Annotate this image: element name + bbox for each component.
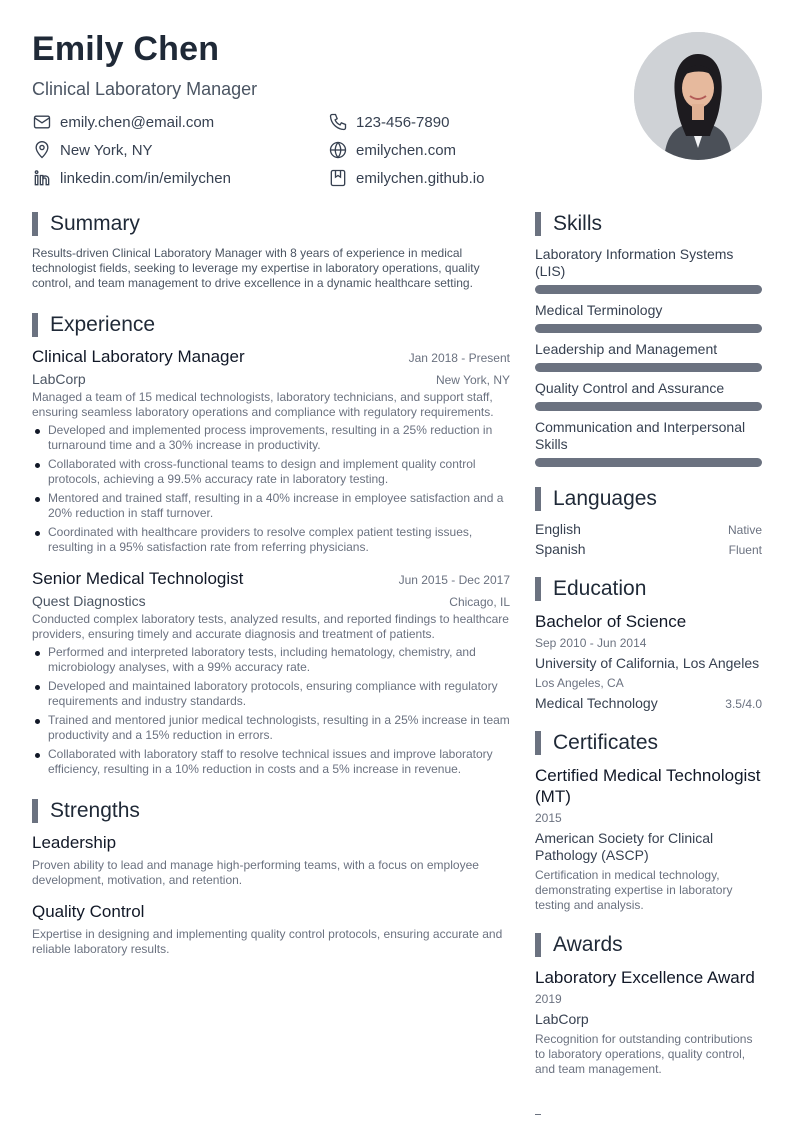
school: University of California, Los Angeles [535, 655, 760, 671]
strength-description: Proven ability to lead and manage high-performing teams, with a focus on employee development, motivation, and retention. [32, 858, 479, 887]
skill-name: Laboratory Information Systems (LIS) [535, 246, 734, 279]
section-marker [535, 731, 541, 755]
job-title: Clinical Laboratory Manager [32, 347, 245, 366]
skill-bar [535, 285, 762, 294]
school-location: Los Angeles, CA [535, 676, 624, 690]
certificates-title: Certificates [553, 731, 659, 754]
mail-icon [32, 112, 52, 132]
education-header [535, 575, 762, 603]
strength-entry [32, 833, 510, 888]
award-year: 2019 [535, 992, 562, 1006]
section-marker [535, 577, 541, 601]
experience-entry [32, 347, 510, 555]
language-item [535, 541, 762, 557]
website-text: emilychen.com [356, 141, 457, 159]
skills-title: Skills [553, 212, 603, 235]
section-marker [535, 487, 541, 511]
contact-email[interactable] [32, 111, 214, 133]
skill-item [535, 302, 762, 333]
phone-text: 123-456-7890 [356, 113, 450, 131]
languages-title: Languages [553, 487, 657, 510]
education-field-row [535, 695, 762, 711]
job-title: Senior Medical Technologist [32, 569, 244, 588]
awards-header [535, 931, 762, 959]
language-level: Native [727, 523, 762, 537]
strength-entry [32, 902, 510, 957]
award-title: Laboratory Excellence Award [535, 968, 755, 987]
github-icon [328, 168, 348, 188]
location-icon [32, 140, 52, 160]
education-field: Medical Technology [535, 695, 658, 711]
email-text: emily.chen@email.com [60, 113, 215, 131]
degree: Bachelor of Science [535, 612, 687, 631]
profile-photo [634, 32, 762, 160]
contact-location [32, 139, 153, 161]
awards-title: Awards [553, 933, 623, 956]
skill-name: Quality Control and Assurance [535, 380, 725, 396]
linkedin-text: linkedin.com/in/emilychen [60, 169, 231, 187]
certificate-year: 2015 [535, 811, 562, 825]
certificate-title: Certified Medical Technologist (MT) [535, 766, 761, 806]
skill-item [535, 380, 762, 411]
skill-bar [535, 402, 762, 411]
certificates-header [535, 729, 762, 757]
job-location: New York, NY [435, 373, 510, 387]
github-text: emilychen.github.io [356, 169, 485, 187]
job-description: Conducted complex laboratory tests, analyzed results, and reported findings to healthcare providers, ensuring timely and accurate diagnosis and treatment of patients. [32, 612, 509, 641]
job-dates: Jun 2015 - Dec 2017 [398, 573, 510, 587]
contact-github[interactable] [328, 167, 484, 189]
contact-website[interactable] [328, 139, 456, 161]
job-description: Managed a team of 15 medical technologists, laboratory technicians, and support staff, ensuring seamless laboratory operations and compliance with regulatory requirements. [32, 390, 494, 419]
award-issuer: LabCorp [535, 1011, 589, 1027]
side-column [535, 210, 762, 1077]
experience-header [32, 311, 510, 339]
summary-text: Results-driven Clinical Laboratory Manager with 8 years of experience in medical technologist fields, seeking to leverage my expertise in laboratory operations, quality control, and team management to drive excellence in a dynamic healthcare setting. [32, 246, 480, 290]
summary-title: Summary [50, 212, 140, 235]
language-name: English [535, 521, 581, 537]
globe-icon [328, 140, 348, 160]
language-item [535, 521, 762, 537]
skill-bar [535, 363, 762, 372]
strength-description: Expertise in designing and implementing quality control protocols, ensuring accurate and reliable laboratory results. [32, 927, 503, 956]
education-dates: Sep 2010 - Jun 2014 [535, 636, 647, 650]
skills-header [535, 210, 762, 238]
section-marker [535, 212, 541, 236]
job-location: Chicago, IL [449, 595, 510, 609]
job-dates: Jan 2018 - Present [408, 351, 510, 365]
candidate-title: Clinical Laboratory Manager [32, 79, 258, 99]
job-company: Quest Diagnostics [32, 593, 146, 609]
strengths-header [32, 797, 510, 825]
strength-title: Leadership [32, 833, 117, 852]
skill-name: Medical Terminology [535, 302, 663, 318]
skill-item [535, 246, 762, 294]
skill-item [535, 419, 762, 467]
skill-item [535, 341, 762, 372]
job-bullets [32, 645, 510, 777]
section-marker [32, 799, 38, 823]
job-bullet: Trained and mentored junior medical technologists, resulting in a 25% increase in team productivity and a 15% reduction in errors. [32, 713, 510, 743]
job-bullet: Collaborated with laboratory staff to resolve technical issues and improve laboratory efficiency, resulting in a 10% reduction in costs and a 5% increase in revenue. [32, 747, 510, 777]
phone-icon [328, 112, 348, 132]
language-name: Spanish [535, 541, 586, 557]
certificate-description: Certification in medical technology, demonstrating expertise in laboratory testing and analysis. [535, 868, 733, 912]
languages-header [535, 485, 762, 513]
experience-title: Experience [50, 313, 156, 336]
contact-phone[interactable] [328, 111, 449, 133]
education-title: Education [553, 577, 647, 600]
skill-name: Leadership and Management [535, 341, 718, 357]
job-bullet: Collaborated with cross-functional teams to design and implement quality control protocols, achieving a 99.5% accuracy rate in laboratory testing. [32, 457, 510, 487]
job-company: LabCorp [32, 371, 86, 387]
skill-bar [535, 324, 762, 333]
strength-title: Quality Control [32, 902, 145, 921]
job-bullet: Performed and interpreted laboratory tests, including hematology, chemistry, and microbiology analyses, with a 99% accuracy rate. [32, 645, 510, 675]
job-bullet: Developed and implemented process improvements, resulting in a 25% reduction in turnaround time and a 30% increase in productivity. [32, 423, 510, 453]
section-marker [32, 212, 38, 236]
skill-name: Communication and Interpersonal Skills [535, 419, 746, 452]
language-level: Fluent [728, 543, 762, 557]
linkedin-icon [32, 168, 52, 188]
education-gpa: 3.5/4.0 [725, 697, 762, 711]
experience-entry [32, 569, 510, 777]
skill-bar [535, 458, 762, 467]
job-bullet: Coordinated with healthcare providers to resolve complex patient testing issues, resulting in a 95% satisfaction rate from referring physicians. [32, 525, 510, 555]
job-bullet: Mentored and trained staff, resulting in a 40% increase in employee satisfaction and a 20% reduction in staff turnover. [32, 491, 510, 521]
page-divider-mark [535, 1114, 541, 1115]
award-description: Recognition for outstanding contributions to laboratory operations, quality control, and team management. [535, 1032, 753, 1076]
contact-linkedin[interactable] [32, 167, 231, 189]
candidate-name: Emily Chen [32, 30, 220, 68]
main-column [32, 210, 510, 971]
job-bullets [32, 423, 510, 555]
location-text: New York, NY [60, 141, 153, 159]
section-marker [535, 933, 541, 957]
strengths-title: Strengths [50, 799, 140, 822]
section-marker [32, 313, 38, 337]
job-bullet: Developed and maintained laboratory protocols, ensuring compliance with regulatory requirements and industry standards. [32, 679, 510, 709]
summary-header [32, 210, 510, 238]
certificate-issuer: American Society for Clinical Pathology (ASCP) [535, 830, 714, 863]
